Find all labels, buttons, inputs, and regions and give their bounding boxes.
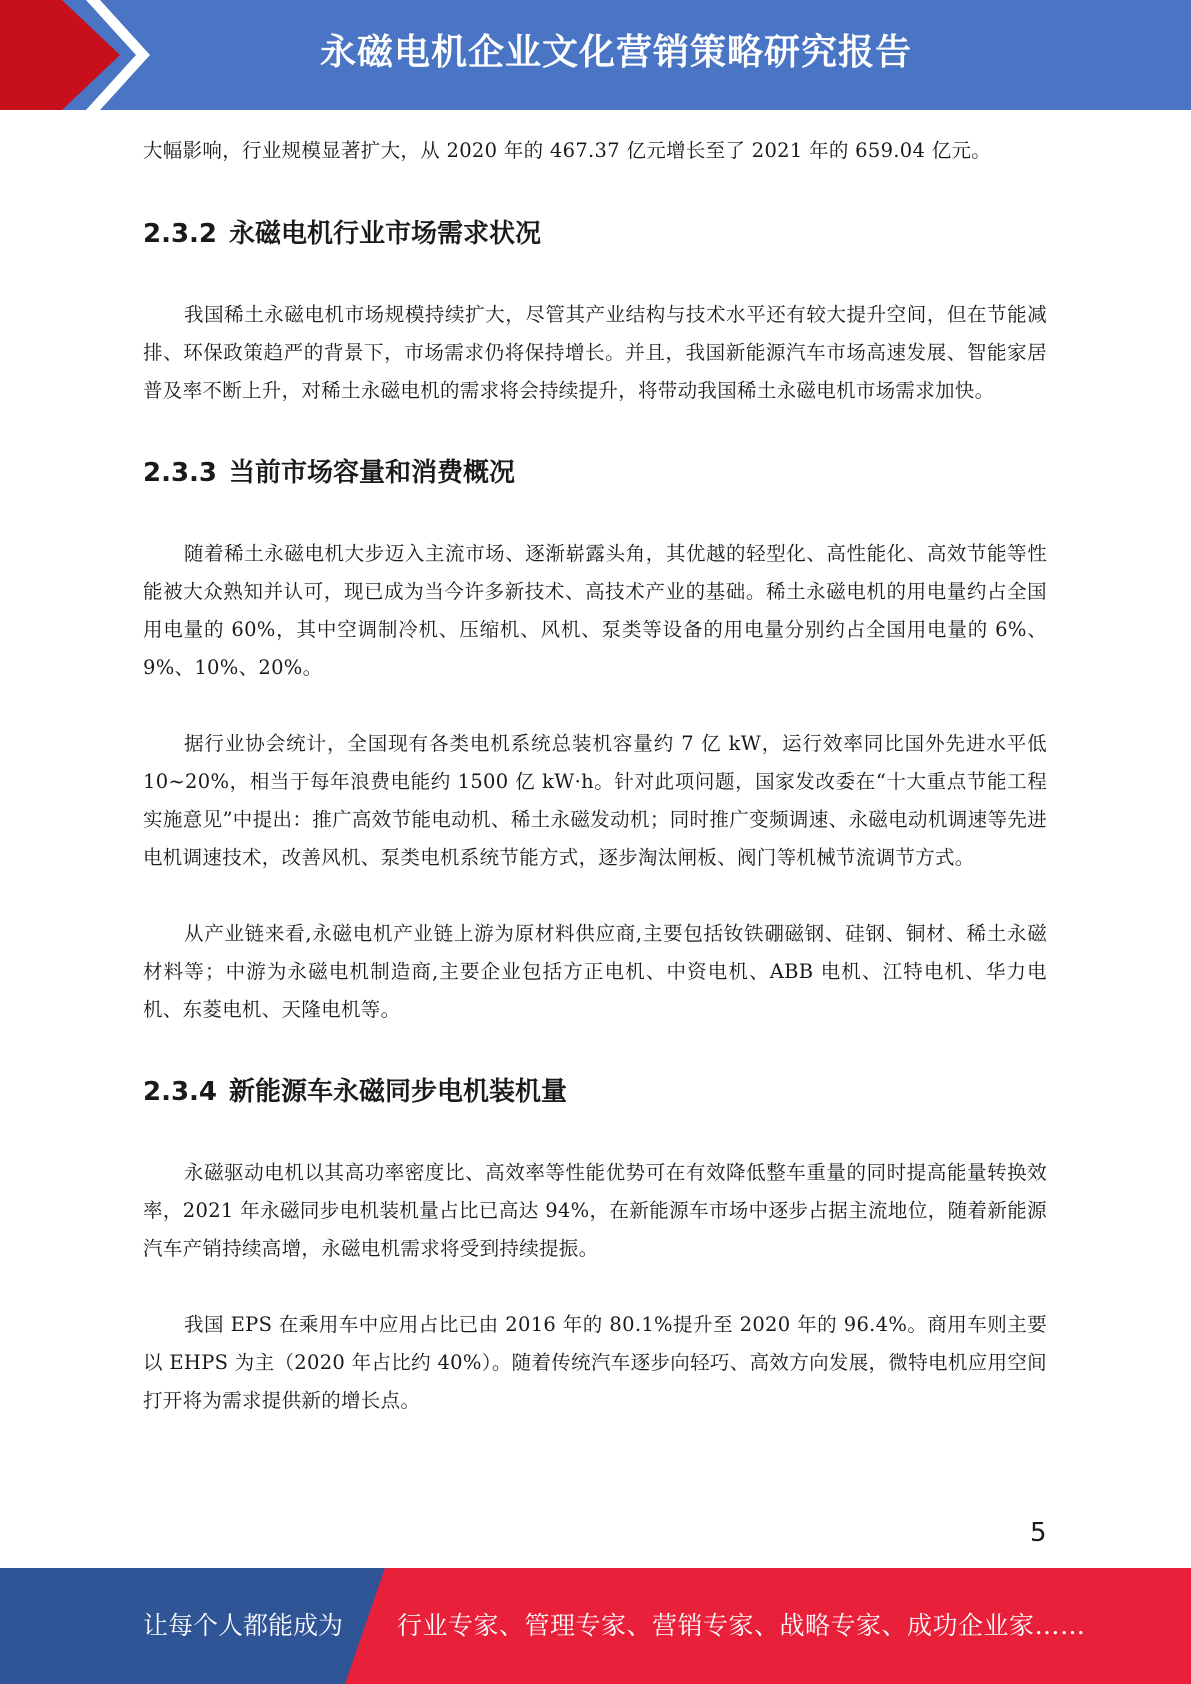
paragraph: 永磁驱动电机以其高功率密度比、高效率等性能优势可在有效降低整车重量的同时提高能量转换效率，2021 年永磁同步电机装机量占比已高达 94%，在新能源车市场中逐步占据主流地位，随着新能源汽车产销持续高增，永磁电机需求将受到持续提振。 [143,1161,1047,1260]
section-heading-2-3-2 [143,213,1047,250]
section-number: 2.3.4 [143,1077,218,1107]
report-title: 永磁电机企业文化营销策略研究报告 [320,32,913,73]
paragraph: 从产业链来看,永磁电机产业链上游为原材料供应商,主要包括钕铁硼磁钢、硅钢、铜材、稀土永磁材料等；中游为永磁电机制造商,主要企业包括方正电机、中资电机、ABB 电机、江特电机、华力电机、东菱电机、天隆电机等。 [143,922,1047,1021]
header-chevron-decoration [0,0,160,110]
section-number: 2.3.3 [143,458,218,488]
footer-slogan-left: 让每个人都能成为 [143,1611,344,1640]
paragraph: 据行业协会统计，全国现有各类电机系统总装机容量约 7 亿 kW，运行效率同比国外先进水平低 10~20%，相当于每年浪费电能约 1500 亿 kW·h。针对此项问题，国家发改委在“十大重点节能工程实施意见”中提出：推广高效节能电动机、稀土永磁发动机；同时推广变频调速、永磁电动机调速等先进电机调速技术，改善风机、泵类电机系统节能方式，逐步淘汰闸板、阀门等机械节流调节方式。 [143,732,1047,869]
section-heading-2-3-3 [143,452,1047,489]
section-heading-2-3-4 [143,1071,1047,1108]
paragraph: 我国稀土永磁电机市场规模持续扩大，尽管其产业结构与技术水平还有较大提升空间，但在节能减排、环保政策趋严的背景下，市场需求仍将保持增长。并且，我国新能源汽车市场高速发展、智能家居普及率不断上升，对稀土永磁电机的需求将会持续提升，将带动我国稀土永磁电机市场需求加快。 [143,303,1047,402]
intro-paragraph: 大幅影响，行业规模显著扩大，从 2020 年的 467.37 亿元增长至了 2021 年的 659.04 亿元。 [143,139,992,162]
paragraph: 随着稀土永磁电机大步迈入主流市场、逐渐崭露头角，其优越的轻型化、高性能化、高效节能等性能被大众熟知并认可，现已成为当今许多新技术、高技术产业的基础。稀土永磁电机的用电量约占全国用电量的 60%，其中空调制冷机、压缩机、风机、泵类等设备的用电量分别约占全国用电量的 6%、9%、10%、20%。 [143,542,1047,679]
page-footer [0,1568,1191,1684]
document-body [143,132,1047,1420]
page-header [0,0,1191,110]
page-number: 5 [1030,1518,1047,1548]
section-title: 永磁电机行业市场需求状况 [229,219,542,249]
paragraph: 我国 EPS 在乘用车中应用占比已由 2016 年的 80.1%提升至 2020 年的 96.4%。商用车则主要以 EHPS 为主（2020 年占比约 40%）。随着传统汽车逐步向轻巧、高效方向发展，微特电机应用空间打开将为需求提供新的增长点。 [143,1313,1047,1412]
section-title: 新能源车永磁同步电机装机量 [229,1077,568,1107]
section-number: 2.3.2 [143,219,218,249]
section-title: 当前市场容量和消费概况 [229,458,516,488]
footer-slogan-right: 行业专家、管理专家、营销专家、战略专家、成功企业家…… [397,1611,1086,1640]
